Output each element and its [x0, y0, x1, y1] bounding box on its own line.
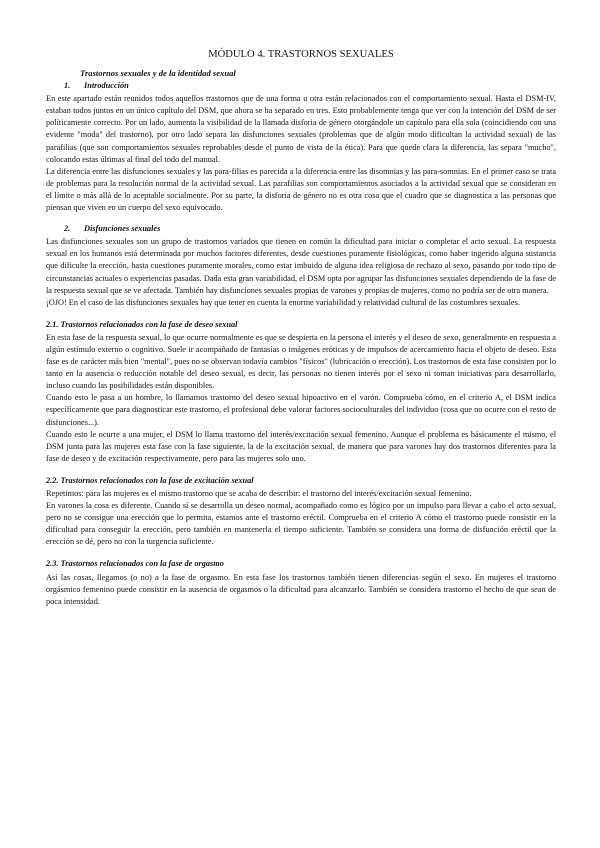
document-subtitle: Trastornos sexuales y de la identidad sexual [80, 68, 236, 78]
section-number: 2. [64, 224, 71, 234]
paragraph: ¡OJO! En el caso de las disfunciones sexuales hay que tener en cuenta la enorme variabilidad y relatividad cultural de las costumbres sexuales. [46, 297, 520, 307]
paragraph: La diferencia entre las disfunciones sexuales y las para-filias es parecida a la diferencia entre las disomnias y las para-somnias. En el primer caso se trata de problemas para la resolución normal de la actividad sexual. Las parafilias son comportamientos asociados a la actividad sexual que se consideran en el límite o más allá de lo aceptable socialmente. Por su parte, la disforia de género no es otra cosa que el cuadro que se diagnostica a las personas que piensan que viven en un cuerpo del sexo equivocado. [46, 166, 556, 213]
paragraph: Las disfunciones sexuales son un grupo de trastornos variados que tienen en común la dificultad para iniciar o completar el acto sexual. La respuesta sexual en los humanos está determinada por muchos factores diferentes, desde cuestiones puramente fisiológicas, como haber ingerido alguna sustancia que dificulte la erección, hasta cuestiones puramente morales, como estar imbuido de alguna idea religiosa de rechazo al sexo, pasando por todo tipo de circunstancias actuales o experiencias pasadas. Dada esta gran variabilidad, el DSM opta por agrupar las disfunciones sexuales dependiendo de la fase de la respuesta sexual que se ve afectada. También hay disfunciones sexuales propias de varones y propias de mujeres, como no podría ser de otra manera. [46, 237, 556, 295]
section-heading-text: Disfunciones sexuales [84, 224, 161, 234]
page-title: MÓDULO 4. TRASTORNOS SEXUALES [208, 49, 394, 60]
section-heading-disfunciones [64, 223, 556, 235]
paragraph: En varones la cosa es diferente. Cuando sí se desarrolla un deseo normal, acompañado como es lógico por un impulso para llevar a cabo el acto sexual, pero no se consigue una erección que lo permita, estamos ante el trastorno eréctil. Comprueba en el criterio A cómo el trastorno puede consistir en la dificultad para conseguir la erección, pero también en mantenerla el tiempo suficiente. También se considera una forma de disfunción eréctil que la erección se dé, pero no con la turgencia suficiente. [46, 501, 556, 547]
subsection-heading-deseo: 2.1. Trastornos relacionados con la fase de deseo sexual [46, 319, 238, 329]
paragraph: Cuando esto le pasa a un hombre, lo llamamos trastorno del deseo sexual hipoactivo en el varón. Comprueba cómo, en el criterio A, el DSM indica específicamente que para diagnosticar este trastorno, el profesional debe valorar factores socioculturales del individuo (cosa que no ocurre con el resto de disfunciones...). [46, 393, 556, 427]
paragraph: Repetimos: para las mujeres es el mismo trastorno que se acaba de describir: el trastorno del interés/excitación sexual femenino. [46, 489, 472, 498]
section-heading-text: Introducción [84, 81, 129, 91]
section-heading-introduccion [64, 80, 556, 92]
subsection-heading-excitacion: 2.2. Trastornos relacionados con la fase de excitación sexual [46, 475, 254, 485]
section-number: 1. [64, 81, 71, 91]
paragraph: Así las cosas, llegamos (o no) a la fase de orgasmo. En esta fase los trastornos también tienen diferencias según el sexo. En mujeres el trastorno orgásmico femenino puede consistir en la ausencia de orgasmos o la dificultad para alcanzarlo. También se considera trastorno el hecho de que sean de poca intensidad. [46, 572, 556, 606]
paragraph: En este apartado están reunidos todos aquellos trastornos que de una forma u otra están relacionados con el comportamiento sexual. Hasta el DSM-IV, estaban todos juntos en un único capítulo del DSM, que ahora se ha separado en tres. Esto probablemente tenga que ver con la intención del DSM de ser políticamente correcto. Por un lado, aumenta la visibilidad de la llamada disforia de género otorgándole un capítulo para ella sola (coincidiendo con una evidente "moda" del trastorno), por otro lado separa las disfunciones sexuales (problemas que de algún modo dificultan la actividad sexual) de las parafilias (que son comportamientos sexuales reprobables desde el punto de vista de la ética). Para que quede clara la diferencia, las separa "mucho", colocando estas últimas al final del todo del manual. [46, 94, 556, 164]
subsection-heading-orgasmo: 2.3. Trastornos relacionados con la fase de orgasmo [46, 559, 224, 569]
paragraph: En esta fase de la respuesta sexual, lo que ocurre normalmente es que se despierta en la persona el interés y el deseo de sexo, generalmente en respuesta a algún estímulo externo o cognitivo. Suele ir acompañado de fantasías o imágenes eróticas y de impulsos de acercamiento hacia el objeto de deseo. Esta fase es de carácter más bien "mental", pues no se observan todavía cambios "físicos" (lubricación o erección). Los trastornos de esta fase consisten por lo tanto en la ausencia o reducción notable del deseo sexual, es decir, las personas no tienen interés por el sexo ni toman iniciativas para desarrollarlo, incluso cuando las posibilidades están disponibles. [46, 332, 556, 391]
paragraph: Cuando esto le ocurre a una mujer, el DSM lo llama trastorno del interés/excitación sexual femenino. Aunque el problema es básicamente el mismo, el DSM junta para las mujeres esta fase con la fase siguiente, la de la excitación sexual, de manera que para varones hay dos trastornos diferentes para la fase de deseo y de excitación respectivamente, pero para las mujeres solo uno. [46, 429, 556, 463]
